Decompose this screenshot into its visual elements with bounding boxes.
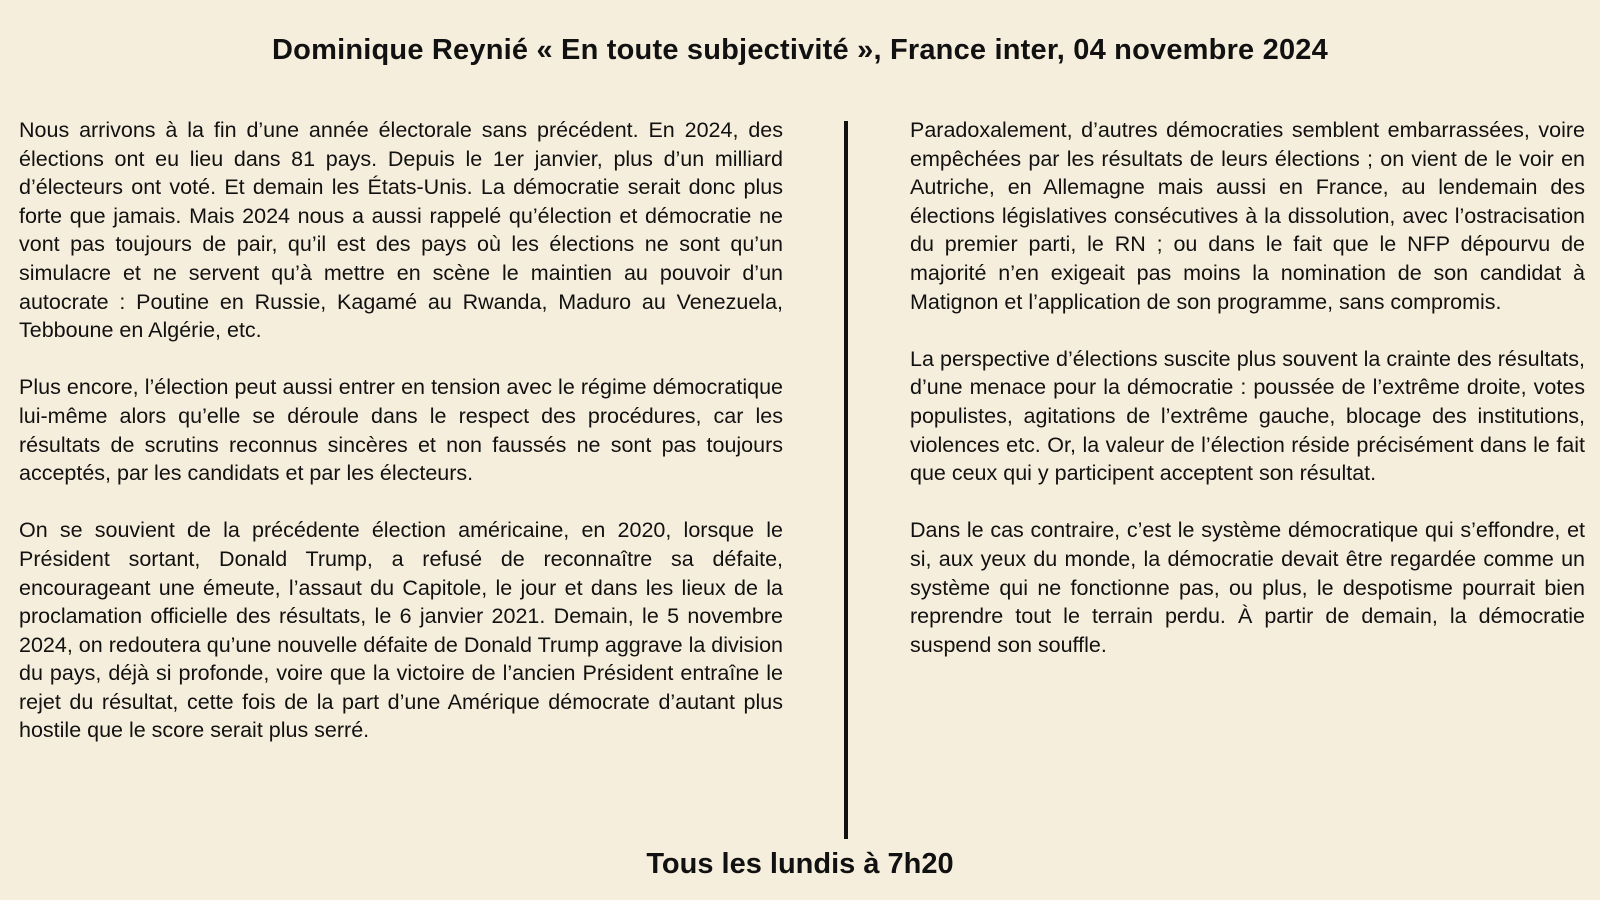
paragraph: Nous arrivons à la fin d’une année électorale sans précédent. En 2024, des élections ont eu lieu dans 81 pays. Depuis le 1er janvier, plus d’un milliard d’électeurs ont voté. Et demain les États-Unis. La démocratie serait donc plus forte que jamais. Mais 2024 nous a aussi rappelé qu’élection et démocratie ne vont pas toujours de pair, qu’il est des pays où les élections ne sont qu’un simulacre et ne servent qu’à mettre en scène le maintien au pouvoir d’un autocrate : Poutine en Russie, Kagamé au Rwanda, Maduro au Venezuela, Tebboune en Algérie, etc. xyxy=(19,118,783,343)
column-divider xyxy=(844,121,848,839)
paragraph: Dans le cas contraire, c’est le système démocratique qui s’effondre, et si, aux yeux du monde, la démocratie devait être regardée comme un système qui ne fonctionne pas, ou plus, le despotisme pourrait bien reprendre tout le terrain perdu. À partir de demain, la démocratie suspend son souffle. xyxy=(910,518,1585,657)
paragraph: Plus encore, l’élection peut aussi entrer en tension avec le régime démocratique lui-même alors qu’elle se déroule dans le respect des procédures, car les résultats de scrutins reconnus sincères et non faussés ne sont pas toujours acceptés, par les candidats et par les électeurs. xyxy=(19,375,783,486)
left-column xyxy=(19,116,783,774)
paragraph: On se souvient de la précédente élection américaine, en 2020, lorsque le Président sortant, Donald Trump, a refusé de reconnaître sa défaite, encourageant une émeute, l’assaut du Capitole, le jour et dans les lieux de la proclamation officielle des résultats, le 6 janvier 2021. Demain, le 5 novembre 2024, on redoutera qu’une nouvelle défaite de Donald Trump aggrave la division du pays, déjà si profonde, voire que la victoire de l’ancien Président entraîne le rejet du résultat, cette fois de la part d’une Amérique démocrate d’autant plus hostile que le score serait plus serré. xyxy=(19,518,783,743)
paragraph: La perspective d’élections suscite plus souvent la crainte des résultats, d’une menace pour la démocratie : poussée de l’extrême droite, votes populistes, agitations de l’extrême gauche, blocage des institutions, violences etc. Or, la valeur de l’élection réside précisément dans le fait que ceux qui y participent acceptent son résultat. xyxy=(910,346,1585,486)
paragraph: Paradoxalement, d’autres démocraties semblent embarrassées, voire empêchées par les résultats de leurs élections ; on vient de le voir en Autriche, en Allemagne mais aussi en France, au lendemain des élections législatives consécutives à la dissolution, avec l’ostracisation du premier parti, le RN ; ou dans le fait que le NFP dépourvu de majorité n’en exigeait pas moins la nomination de son candidat à Matignon et l’application de son programme, sans compromis. xyxy=(910,118,1585,314)
right-column xyxy=(910,116,1585,688)
page-title: Dominique Reynié « En toute subjectivité », France inter, 04 novembre 2024 xyxy=(272,34,1328,66)
schedule-footer: Tous les lundis à 7h20 xyxy=(646,848,954,880)
